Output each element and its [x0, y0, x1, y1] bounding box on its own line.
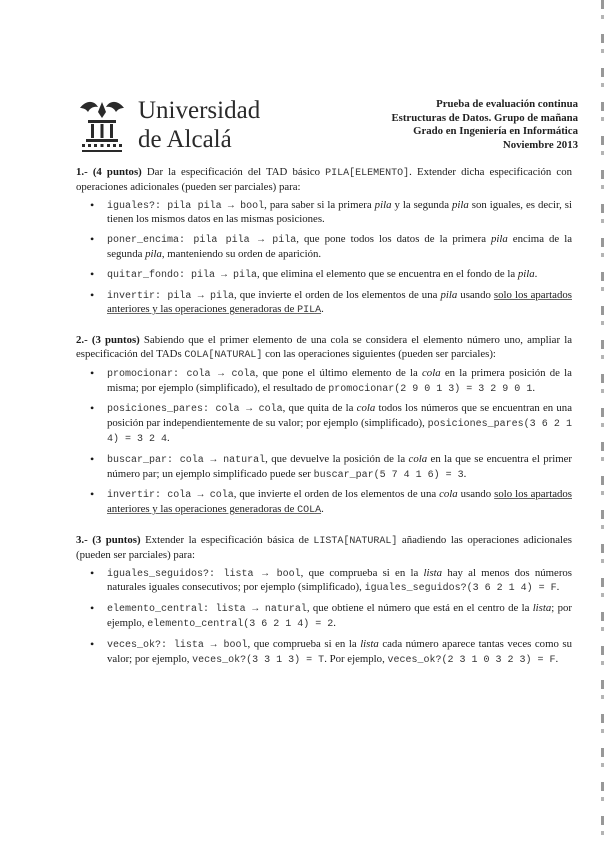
exam-title: Prueba de evaluación continua	[436, 98, 578, 110]
question-number: 3.-	[76, 533, 88, 546]
body-text: , que pone todos los datos de la primera	[296, 233, 491, 246]
code-text: LISTA[NATURAL]	[313, 535, 398, 547]
body-text: .	[555, 652, 559, 665]
body-text: , que pone el último elemento de la	[255, 366, 423, 379]
body-text: usando	[457, 488, 495, 501]
body-text: , que elimina el elemento que se encuentra en el fondo de la	[257, 267, 518, 280]
operation-item	[76, 268, 572, 283]
question-intro	[76, 166, 572, 195]
question-1	[76, 166, 572, 318]
exam-course: Estructuras de Datos. Grupo de mañana	[391, 111, 578, 124]
italic-term: pila	[145, 247, 162, 260]
body-text: son iguales, es decir, si tienen los mismos datos en las mismas posiciones.	[107, 198, 572, 226]
exam-degree: Grado en Ingeniería en Informática	[413, 125, 578, 137]
italic-term: lista	[532, 602, 552, 615]
body-text: con las operaciones siguientes (pueden ser parciales):	[262, 347, 496, 360]
code-text: veces_ok?: lista → bool	[107, 639, 248, 651]
code-text: invertir: cola → cola	[107, 490, 234, 502]
body-text: y la segunda	[391, 198, 452, 211]
italic-term: pila	[374, 198, 392, 211]
code-text: iguales_seguidos?: lista → bool	[107, 568, 301, 580]
body-text: .	[532, 381, 536, 394]
code-text: PILA	[297, 305, 322, 317]
body-text: , que quita de la	[282, 402, 357, 415]
question-text	[76, 334, 572, 360]
body-text: .	[321, 503, 324, 516]
body-text: Sabiendo que el primer elemento de una cola se considera el elemento número uno, ampliar la especificación del TADs	[76, 334, 572, 360]
question-intro	[76, 534, 572, 563]
question-text	[76, 534, 572, 561]
operation-item	[76, 567, 572, 597]
body-text: .	[321, 303, 324, 316]
body-text: usando	[457, 288, 494, 301]
body-text: .	[534, 267, 538, 280]
code-text: invertir: pila → pila	[107, 290, 235, 302]
code-text: iguales_seguidos?(3 6 2 1 4) = F	[364, 583, 557, 595]
code-text: PILA[ELEMENTO]	[325, 168, 410, 179]
operation-item	[76, 402, 572, 446]
italic-term: lista	[360, 637, 379, 650]
body-text: , que invierte el orden de los elementos de una	[233, 488, 440, 501]
exam-content	[76, 166, 572, 683]
operation-item	[76, 367, 572, 397]
document-header	[76, 98, 588, 160]
question-text	[76, 166, 572, 193]
university-name: Universidad de Alcalá	[138, 97, 261, 153]
operation-list	[76, 567, 572, 668]
italic-term: pila	[491, 233, 508, 246]
italic-term: cola	[408, 452, 428, 465]
code-text: quitar_fondo: pila → pila	[107, 269, 258, 281]
body-text: Extender la especificación básica de	[140, 533, 314, 546]
code-text: poner_encima: pila pila → pila	[107, 235, 297, 247]
body-text: , que invierte el orden de los elementos de una	[234, 288, 441, 301]
operation-item	[76, 453, 572, 483]
underlined-text: solo los apartados anteriores y las operaciones generadoras de	[107, 288, 572, 316]
underlined-text: solo los apartados anteriores y las operaciones generadoras de	[107, 488, 572, 516]
question-points: (3 puntos)	[92, 533, 141, 546]
code-text: posiciones_pares: cola → cola	[107, 404, 283, 416]
question-intro	[76, 334, 572, 363]
body-text: en la primera posición de la misma; por ejemplo (simplificado), el resultado de	[107, 366, 572, 394]
operation-list	[76, 199, 572, 319]
italic-term: cola	[356, 402, 376, 415]
operation-item	[76, 233, 572, 262]
italic-term: pila	[440, 288, 458, 301]
question-number: 2.-	[76, 334, 88, 347]
code-text: COLA	[297, 505, 322, 517]
code-text: COLA[NATURAL]	[184, 349, 263, 361]
code-text: veces_ok?(2 3 1 0 3 2 3) = F	[387, 654, 556, 666]
code-text: iguales?: pila pila → bool	[107, 200, 265, 212]
italic-term: pila	[451, 198, 469, 211]
body-text: .	[167, 431, 170, 444]
body-text: . Por ejemplo,	[324, 652, 388, 665]
body-text: , que comprueba si en la	[300, 566, 424, 579]
body-text: , que obtiene el número que está en el centro de la	[306, 602, 533, 615]
body-text: Dar la especificación del TAD básico	[141, 166, 326, 178]
body-text: , que devuelve la posición de la	[265, 452, 409, 465]
italic-term: cola	[422, 366, 441, 379]
question-2	[76, 334, 572, 518]
operation-item	[76, 199, 572, 228]
body-text: encima de la segunda	[107, 233, 572, 260]
body-text: .	[463, 467, 467, 480]
operation-item	[76, 602, 572, 632]
code-text: elemento_central(3 6 2 1 4) = 2	[147, 618, 334, 630]
body-text: en la que se encuentra el primer número par; un ejemplo simplificado puede ser	[107, 452, 572, 480]
body-text: añadiendo las operaciones adicionales (pueden ser parciales) para:	[76, 533, 572, 561]
body-text: , manteniendo su orden de aparición.	[161, 247, 322, 260]
code-text: promocionar: cola → cola	[107, 368, 256, 380]
italic-term: cola	[439, 488, 458, 501]
body-text: todos los números que se encuentran en una posición par independientemente de su valor; por ejemplo (simplificado),	[107, 402, 573, 430]
body-text: . Extender dicha especificación con operaciones adicionales (pueden ser parciales) para:	[76, 166, 573, 193]
body-text: , para saber si la primera	[264, 198, 375, 211]
operation-item	[76, 488, 572, 518]
code-text: posiciones_pares(3 6 2 1 4) = 3 2 4	[107, 419, 572, 445]
italic-term: pila	[517, 267, 535, 280]
body-text: , que comprueba si en la	[247, 637, 361, 650]
operation-item	[76, 638, 572, 668]
code-text: buscar_par: cola → natural	[107, 454, 266, 466]
exam-date: Noviembre 2013	[502, 138, 578, 151]
body-text: hay al menos dos números naturales iguales consecutivos; por ejemplo (simplificado),	[107, 566, 573, 594]
question-points: (4 puntos)	[92, 166, 142, 178]
code-text: veces_ok?(3 3 1 3) = T	[192, 654, 325, 666]
code-text: buscar_par(5 7 4 1 6) = 3	[313, 469, 464, 481]
code-text: elemento_central: lista → natural	[107, 604, 307, 616]
scan-edge-shadow	[601, 0, 604, 848]
exam-info	[391, 98, 578, 152]
operation-list	[76, 367, 572, 518]
body-text: ; por ejemplo,	[107, 602, 572, 629]
body-text: .	[333, 616, 336, 629]
operation-item	[76, 289, 572, 319]
university-crest-icon	[76, 98, 128, 156]
question-3	[76, 534, 572, 667]
code-text: promocionar(2 9 0 1 3) = 3 2 9 0 1	[328, 383, 533, 395]
body-text: cada número aparece tantas veces como su valor; por ejemplo,	[107, 637, 572, 665]
question-points: (3 puntos)	[91, 334, 140, 347]
italic-term: lista	[423, 566, 443, 579]
question-number: 1.-	[76, 166, 88, 178]
body-text: .	[556, 581, 560, 594]
